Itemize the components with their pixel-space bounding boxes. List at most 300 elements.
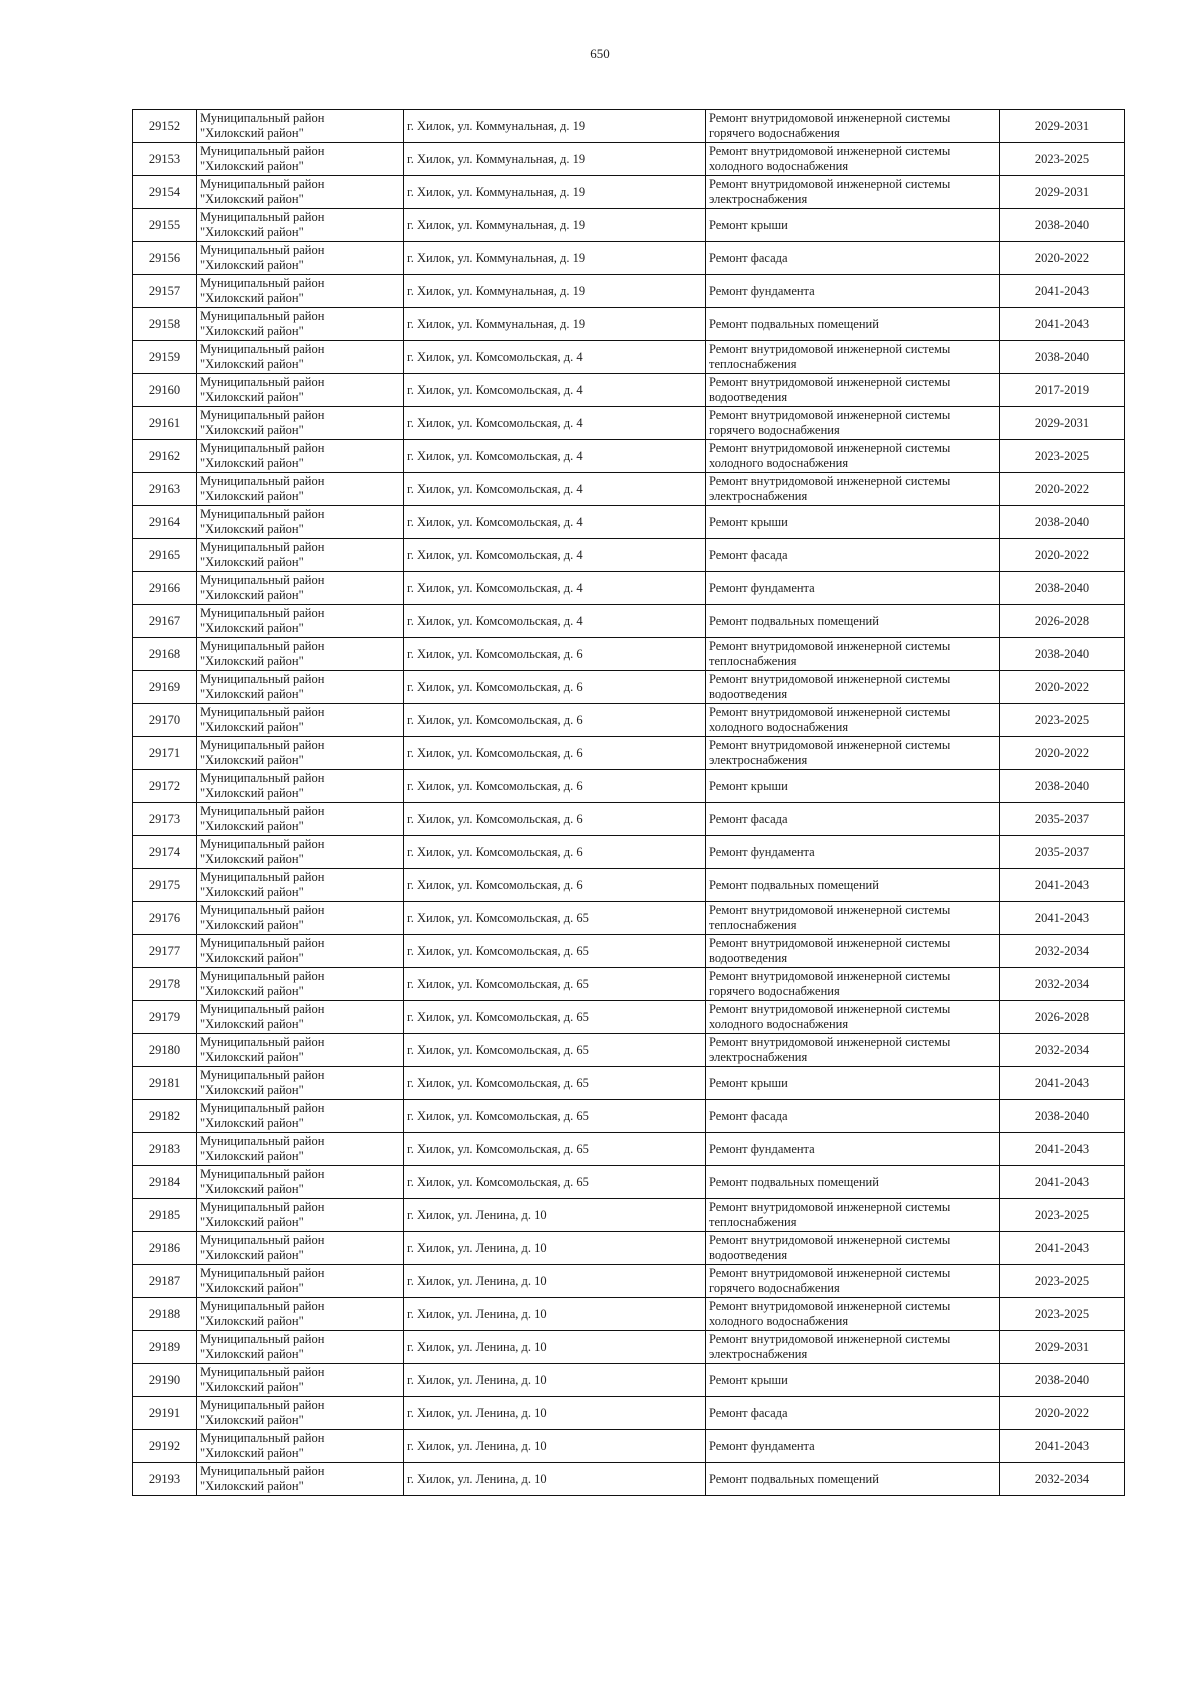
municipality-cell (197, 1199, 404, 1232)
municipality-line-2: "Хилокский район" (200, 258, 304, 272)
row-number-cell: 29182 (133, 1100, 197, 1133)
work-type-cell (706, 1067, 1000, 1100)
work-type-line: Ремонт крыши (709, 1075, 788, 1090)
address-cell: г. Хилок, ул. Комсомольская, д. 65 (404, 1100, 706, 1133)
row-number-cell: 29185 (133, 1199, 197, 1232)
municipality-cell (197, 176, 404, 209)
work-type-line: Ремонт фундамента (709, 1141, 815, 1156)
municipality-cell (197, 242, 404, 275)
table-row (133, 572, 1125, 605)
work-type-line: Ремонт крыши (709, 217, 788, 232)
row-number-cell: 29192 (133, 1430, 197, 1463)
table-row (133, 1100, 1125, 1133)
municipality-line-2: "Хилокский район" (200, 456, 304, 470)
table-row (133, 902, 1125, 935)
address-cell: г. Хилок, ул. Коммунальная, д. 19 (404, 209, 706, 242)
table-row (133, 1166, 1125, 1199)
period-cell: 2038-2040 (1000, 506, 1125, 539)
address-cell: г. Хилок, ул. Комсомольская, д. 4 (404, 605, 706, 638)
municipality-cell (197, 638, 404, 671)
municipality-line-1: Муниципальный район (200, 441, 325, 455)
work-type-line: водоотведения (709, 951, 788, 965)
work-type-cell (706, 1397, 1000, 1430)
row-number-cell: 29159 (133, 341, 197, 374)
row-number-cell: 29171 (133, 737, 197, 770)
municipality-line-1: Муниципальный район (200, 639, 325, 653)
work-type-line: холодного водоснабжения (709, 159, 849, 173)
work-type-cell (706, 935, 1000, 968)
address-cell: г. Хилок, ул. Комсомольская, д. 6 (404, 671, 706, 704)
work-type-cell (706, 1100, 1000, 1133)
municipality-cell (197, 143, 404, 176)
work-type-line: Ремонт крыши (709, 514, 788, 529)
municipality-cell (197, 341, 404, 374)
municipality-line-1: Муниципальный район (200, 1266, 325, 1280)
table-row (133, 407, 1125, 440)
table-row (133, 836, 1125, 869)
address-cell: г. Хилок, ул. Коммунальная, д. 19 (404, 242, 706, 275)
address-cell: г. Хилок, ул. Комсомольская, д. 65 (404, 1133, 706, 1166)
municipality-line-2: "Хилокский район" (200, 192, 304, 206)
municipality-line-1: Муниципальный район (200, 606, 325, 620)
work-type-cell (706, 1199, 1000, 1232)
municipality-cell (197, 1430, 404, 1463)
period-cell: 2038-2040 (1000, 1100, 1125, 1133)
address-cell: г. Хилок, ул. Комсомольская, д. 4 (404, 440, 706, 473)
period-cell: 2032-2034 (1000, 1034, 1125, 1067)
row-number-cell: 29184 (133, 1166, 197, 1199)
period-cell: 2032-2034 (1000, 935, 1125, 968)
address-cell: г. Хилок, ул. Комсомольская, д. 65 (404, 968, 706, 1001)
work-type-line: Ремонт внутридомовой инженерной системы (709, 1266, 951, 1280)
municipality-cell (197, 374, 404, 407)
table-row (133, 209, 1125, 242)
work-type-cell (706, 341, 1000, 374)
work-type-line: Ремонт внутридомовой инженерной системы (709, 111, 951, 125)
work-type-cell (706, 275, 1000, 308)
municipality-cell (197, 935, 404, 968)
address-cell: г. Хилок, ул. Ленина, д. 10 (404, 1430, 706, 1463)
municipality-line-2: "Хилокский район" (200, 819, 304, 833)
work-type-line: Ремонт внутридомовой инженерной системы (709, 705, 951, 719)
municipality-cell (197, 1298, 404, 1331)
period-cell: 2029-2031 (1000, 407, 1125, 440)
period-cell: 2038-2040 (1000, 1364, 1125, 1397)
municipality-line-1: Муниципальный район (200, 111, 325, 125)
work-type-line: теплоснабжения (709, 1215, 797, 1229)
address-cell: г. Хилок, ул. Комсомольская, д. 65 (404, 1067, 706, 1100)
address-cell: г. Хилок, ул. Коммунальная, д. 19 (404, 143, 706, 176)
table-row (133, 341, 1125, 374)
table-row (133, 1265, 1125, 1298)
period-cell: 2026-2028 (1000, 1001, 1125, 1034)
row-number-cell: 29172 (133, 770, 197, 803)
work-type-cell (706, 374, 1000, 407)
table-body (133, 110, 1125, 1496)
work-type-line: Ремонт внутридомовой инженерной системы (709, 1299, 951, 1313)
municipality-line-2: "Хилокский район" (200, 1116, 304, 1130)
row-number-cell: 29155 (133, 209, 197, 242)
row-number-cell: 29152 (133, 110, 197, 143)
municipality-cell (197, 1364, 404, 1397)
municipality-cell (197, 704, 404, 737)
work-type-line: Ремонт внутридомовой инженерной системы (709, 1233, 951, 1247)
row-number-cell: 29163 (133, 473, 197, 506)
municipality-cell (197, 671, 404, 704)
table-row (133, 1001, 1125, 1034)
work-type-line: Ремонт подвальных помещений (709, 1174, 879, 1189)
period-cell: 2026-2028 (1000, 605, 1125, 638)
table-row (133, 737, 1125, 770)
table-row (133, 1199, 1125, 1232)
period-cell: 2032-2034 (1000, 968, 1125, 1001)
work-type-cell (706, 1364, 1000, 1397)
work-type-line: водоотведения (709, 390, 788, 404)
table-row (133, 704, 1125, 737)
row-number-cell: 29193 (133, 1463, 197, 1496)
municipality-line-2: "Хилокский район" (200, 291, 304, 305)
row-number-cell: 29181 (133, 1067, 197, 1100)
address-cell: г. Хилок, ул. Ленина, д. 10 (404, 1298, 706, 1331)
municipality-line-1: Муниципальный район (200, 276, 325, 290)
municipality-line-1: Муниципальный район (200, 1299, 325, 1313)
municipality-line-1: Муниципальный район (200, 210, 325, 224)
work-type-cell (706, 803, 1000, 836)
municipality-line-1: Муниципальный район (200, 1464, 325, 1478)
work-type-line: холодного водоснабжения (709, 1017, 849, 1031)
municipality-cell (197, 968, 404, 1001)
period-cell: 2023-2025 (1000, 1298, 1125, 1331)
table-row (133, 1430, 1125, 1463)
work-type-cell (706, 1430, 1000, 1463)
work-type-line: горячего водоснабжения (709, 126, 840, 140)
municipality-cell (197, 1397, 404, 1430)
municipality-cell (197, 440, 404, 473)
municipality-line-2: "Хилокский район" (200, 390, 304, 404)
municipality-line-1: Муниципальный район (200, 936, 325, 950)
municipality-line-2: "Хилокский район" (200, 1083, 304, 1097)
work-type-cell (706, 605, 1000, 638)
municipality-line-2: "Хилокский район" (200, 951, 304, 965)
municipality-line-1: Муниципальный район (200, 540, 325, 554)
period-cell: 2020-2022 (1000, 242, 1125, 275)
period-cell: 2029-2031 (1000, 110, 1125, 143)
row-number-cell: 29153 (133, 143, 197, 176)
row-number-cell: 29174 (133, 836, 197, 869)
period-cell: 2041-2043 (1000, 1067, 1125, 1100)
address-cell: г. Хилок, ул. Комсомольская, д. 4 (404, 473, 706, 506)
municipality-line-1: Муниципальный район (200, 738, 325, 752)
address-cell: г. Хилок, ул. Коммунальная, д. 19 (404, 308, 706, 341)
table-row (133, 968, 1125, 1001)
municipality-line-1: Муниципальный район (200, 1101, 325, 1115)
municipality-cell (197, 1100, 404, 1133)
work-type-cell (706, 506, 1000, 539)
work-type-cell (706, 242, 1000, 275)
period-cell: 2020-2022 (1000, 539, 1125, 572)
period-cell: 2038-2040 (1000, 638, 1125, 671)
municipality-line-2: "Хилокский район" (200, 1149, 304, 1163)
period-cell: 2032-2034 (1000, 1463, 1125, 1496)
municipality-line-2: "Хилокский район" (200, 984, 304, 998)
work-type-line: Ремонт внутридомовой инженерной системы (709, 144, 951, 158)
work-type-line: Ремонт внутридомовой инженерной системы (709, 1332, 951, 1346)
table-row (133, 1067, 1125, 1100)
work-type-line: Ремонт внутридомовой инженерной системы (709, 1002, 951, 1016)
address-cell: г. Хилок, ул. Ленина, д. 10 (404, 1265, 706, 1298)
work-type-line: Ремонт внутридомовой инженерной системы (709, 342, 951, 356)
municipality-line-1: Муниципальный район (200, 1431, 325, 1445)
address-cell: г. Хилок, ул. Комсомольская, д. 4 (404, 539, 706, 572)
table-row (133, 440, 1125, 473)
period-cell: 2020-2022 (1000, 1397, 1125, 1430)
address-cell: г. Хилок, ул. Комсомольская, д. 6 (404, 836, 706, 869)
work-type-line: Ремонт фасада (709, 547, 788, 562)
work-type-cell (706, 1166, 1000, 1199)
row-number-cell: 29164 (133, 506, 197, 539)
municipality-line-2: "Хилокский район" (200, 1017, 304, 1031)
municipality-line-1: Муниципальный район (200, 870, 325, 884)
period-cell: 2029-2031 (1000, 176, 1125, 209)
work-type-line: Ремонт внутридомовой инженерной системы (709, 672, 951, 686)
address-cell: г. Хилок, ул. Ленина, д. 10 (404, 1232, 706, 1265)
row-number-cell: 29173 (133, 803, 197, 836)
table-row (133, 803, 1125, 836)
table-row (133, 143, 1125, 176)
municipality-line-2: "Хилокский район" (200, 225, 304, 239)
work-type-line: Ремонт внутридомовой инженерной системы (709, 936, 951, 950)
work-type-line: Ремонт фундамента (709, 844, 815, 859)
work-type-line: теплоснабжения (709, 654, 797, 668)
municipality-line-1: Муниципальный район (200, 1035, 325, 1049)
municipality-cell (197, 110, 404, 143)
municipality-cell (197, 1166, 404, 1199)
municipality-line-2: "Хилокский район" (200, 1446, 304, 1460)
table-row (133, 1397, 1125, 1430)
period-cell: 2023-2025 (1000, 1265, 1125, 1298)
municipality-line-2: "Хилокский район" (200, 753, 304, 767)
table-row (133, 1034, 1125, 1067)
period-cell: 2041-2043 (1000, 869, 1125, 902)
work-type-line: электроснабжения (709, 1347, 808, 1361)
work-type-cell (706, 902, 1000, 935)
municipality-line-1: Муниципальный район (200, 309, 325, 323)
period-cell: 2035-2037 (1000, 836, 1125, 869)
address-cell: г. Хилок, ул. Ленина, д. 10 (404, 1463, 706, 1496)
work-type-cell (706, 638, 1000, 671)
table-row (133, 506, 1125, 539)
municipality-cell (197, 869, 404, 902)
page-number: 650 (590, 46, 610, 61)
work-type-line: Ремонт крыши (709, 778, 788, 793)
period-cell: 2041-2043 (1000, 275, 1125, 308)
period-cell: 2023-2025 (1000, 704, 1125, 737)
work-type-line: Ремонт подвальных помещений (709, 613, 879, 628)
work-type-cell (706, 143, 1000, 176)
municipality-cell (197, 902, 404, 935)
work-type-cell (706, 539, 1000, 572)
period-cell: 2035-2037 (1000, 803, 1125, 836)
work-type-cell (706, 1298, 1000, 1331)
row-number-cell: 29188 (133, 1298, 197, 1331)
municipality-line-2: "Хилокский район" (200, 489, 304, 503)
municipality-cell (197, 1133, 404, 1166)
work-type-line: водоотведения (709, 1248, 788, 1262)
period-cell: 2038-2040 (1000, 341, 1125, 374)
municipality-line-1: Муниципальный район (200, 507, 325, 521)
work-type-line: Ремонт внутридомовой инженерной системы (709, 903, 951, 917)
municipality-line-1: Муниципальный район (200, 144, 325, 158)
table-row (133, 869, 1125, 902)
municipality-line-1: Муниципальный район (200, 177, 325, 191)
address-cell: г. Хилок, ул. Ленина, д. 10 (404, 1397, 706, 1430)
municipality-line-1: Муниципальный район (200, 573, 325, 587)
municipality-line-1: Муниципальный район (200, 672, 325, 686)
municipality-line-2: "Хилокский район" (200, 126, 304, 140)
work-type-cell (706, 110, 1000, 143)
work-type-line: горячего водоснабжения (709, 423, 840, 437)
work-type-cell (706, 1265, 1000, 1298)
row-number-cell: 29179 (133, 1001, 197, 1034)
work-type-cell (706, 1232, 1000, 1265)
period-cell: 2041-2043 (1000, 1133, 1125, 1166)
work-type-line: Ремонт фасада (709, 250, 788, 265)
row-number-cell: 29180 (133, 1034, 197, 1067)
row-number-cell: 29189 (133, 1331, 197, 1364)
work-type-cell (706, 704, 1000, 737)
work-type-cell (706, 1331, 1000, 1364)
address-cell: г. Хилок, ул. Комсомольская, д. 4 (404, 506, 706, 539)
municipality-line-1: Муниципальный район (200, 837, 325, 851)
municipality-line-1: Муниципальный район (200, 474, 325, 488)
address-cell: г. Хилок, ул. Ленина, д. 10 (404, 1199, 706, 1232)
municipality-line-2: "Хилокский район" (200, 1380, 304, 1394)
work-type-line: Ремонт внутридомовой инженерной системы (709, 1035, 951, 1049)
period-cell: 2038-2040 (1000, 770, 1125, 803)
period-cell: 2038-2040 (1000, 572, 1125, 605)
municipality-cell (197, 308, 404, 341)
address-cell: г. Хилок, ул. Комсомольская, д. 6 (404, 869, 706, 902)
period-cell: 2023-2025 (1000, 440, 1125, 473)
work-type-line: горячего водоснабжения (709, 1281, 840, 1295)
work-type-line: Ремонт внутридомовой инженерной системы (709, 474, 951, 488)
work-type-line: электроснабжения (709, 192, 808, 206)
row-number-cell: 29191 (133, 1397, 197, 1430)
address-cell: г. Хилок, ул. Комсомольская, д. 65 (404, 935, 706, 968)
address-cell: г. Хилок, ул. Комсомольская, д. 4 (404, 407, 706, 440)
municipality-line-2: "Хилокский район" (200, 522, 304, 536)
municipality-line-2: "Хилокский район" (200, 885, 304, 899)
work-type-line: Ремонт фундамента (709, 1438, 815, 1453)
municipality-cell (197, 770, 404, 803)
municipality-line-1: Муниципальный район (200, 771, 325, 785)
municipality-line-1: Муниципальный район (200, 969, 325, 983)
work-type-line: холодного водоснабжения (709, 720, 849, 734)
work-type-line: Ремонт фундамента (709, 283, 815, 298)
work-type-cell (706, 737, 1000, 770)
row-number-cell: 29157 (133, 275, 197, 308)
period-cell: 2023-2025 (1000, 1199, 1125, 1232)
row-number-cell: 29175 (133, 869, 197, 902)
work-type-line: Ремонт внутридомовой инженерной системы (709, 969, 951, 983)
address-cell: г. Хилок, ул. Комсомольская, д. 4 (404, 572, 706, 605)
municipality-cell (197, 275, 404, 308)
table-row (133, 308, 1125, 341)
municipality-line-2: "Хилокский район" (200, 918, 304, 932)
work-type-cell (706, 836, 1000, 869)
municipality-line-1: Муниципальный район (200, 375, 325, 389)
address-cell: г. Хилок, ул. Комсомольская, д. 6 (404, 770, 706, 803)
address-cell: г. Хилок, ул. Комсомольская, д. 4 (404, 374, 706, 407)
table-row (133, 935, 1125, 968)
municipality-line-1: Муниципальный район (200, 1068, 325, 1082)
table-row (133, 1232, 1125, 1265)
municipality-cell (197, 1001, 404, 1034)
work-type-cell (706, 440, 1000, 473)
municipality-cell (197, 539, 404, 572)
work-type-cell (706, 671, 1000, 704)
municipality-line-1: Муниципальный район (200, 1200, 325, 1214)
row-number-cell: 29168 (133, 638, 197, 671)
municipality-line-2: "Хилокский район" (200, 1347, 304, 1361)
municipality-line-1: Муниципальный район (200, 1167, 325, 1181)
municipality-line-2: "Хилокский район" (200, 588, 304, 602)
municipality-cell (197, 803, 404, 836)
work-type-line: электроснабжения (709, 1050, 808, 1064)
row-number-cell: 29177 (133, 935, 197, 968)
work-type-cell (706, 1001, 1000, 1034)
municipality-line-2: "Хилокский район" (200, 1413, 304, 1427)
row-number-cell: 29186 (133, 1232, 197, 1265)
table-row (133, 374, 1125, 407)
period-cell: 2020-2022 (1000, 737, 1125, 770)
municipality-line-1: Муниципальный район (200, 705, 325, 719)
address-cell: г. Хилок, ул. Комсомольская, д. 6 (404, 638, 706, 671)
municipality-cell (197, 473, 404, 506)
address-cell: г. Хилок, ул. Ленина, д. 10 (404, 1331, 706, 1364)
row-number-cell: 29170 (133, 704, 197, 737)
table-row (133, 176, 1125, 209)
work-type-cell (706, 572, 1000, 605)
row-number-cell: 29156 (133, 242, 197, 275)
row-number-cell: 29158 (133, 308, 197, 341)
period-cell: 2020-2022 (1000, 473, 1125, 506)
municipality-cell (197, 209, 404, 242)
municipality-line-2: "Хилокский район" (200, 1479, 304, 1493)
work-type-line: Ремонт внутридомовой инженерной системы (709, 639, 951, 653)
work-type-line: Ремонт внутридомовой инженерной системы (709, 738, 951, 752)
repair-schedule-table (132, 109, 1125, 1496)
municipality-cell (197, 836, 404, 869)
municipality-cell (197, 572, 404, 605)
work-type-line: Ремонт внутридомовой инженерной системы (709, 1200, 951, 1214)
row-number-cell: 29165 (133, 539, 197, 572)
municipality-line-1: Муниципальный район (200, 1398, 325, 1412)
work-type-cell (706, 968, 1000, 1001)
row-number-cell: 29178 (133, 968, 197, 1001)
row-number-cell: 29161 (133, 407, 197, 440)
work-type-line: Ремонт внутридомовой инженерной системы (709, 375, 951, 389)
work-type-cell (706, 176, 1000, 209)
municipality-line-2: "Хилокский район" (200, 159, 304, 173)
municipality-line-2: "Хилокский район" (200, 423, 304, 437)
address-cell: г. Хилок, ул. Ленина, д. 10 (404, 1364, 706, 1397)
address-cell: г. Хилок, ул. Коммунальная, д. 19 (404, 176, 706, 209)
municipality-cell (197, 506, 404, 539)
period-cell: 2041-2043 (1000, 1166, 1125, 1199)
row-number-cell: 29162 (133, 440, 197, 473)
table-row (133, 275, 1125, 308)
